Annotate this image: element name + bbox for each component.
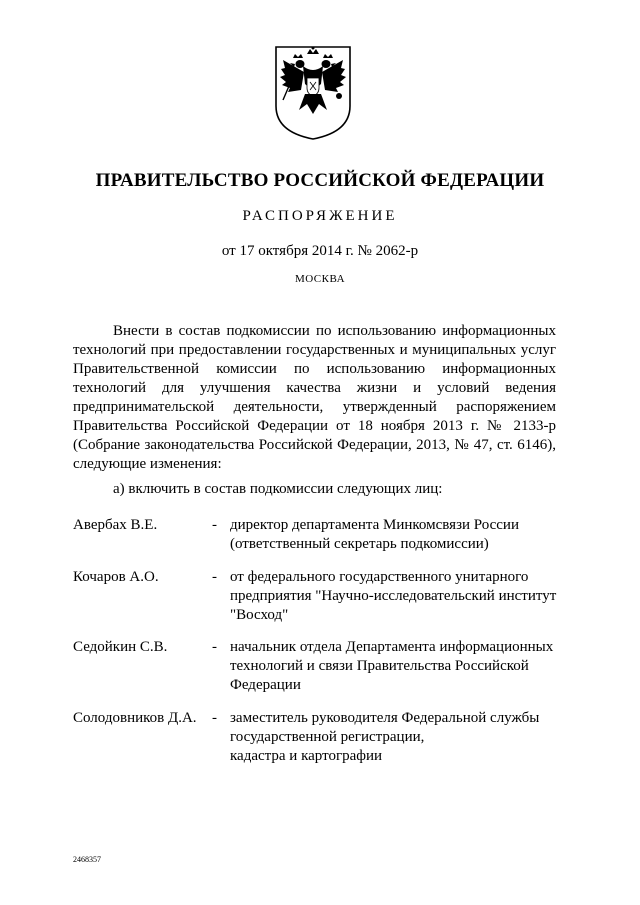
document-type: РАСПОРЯЖЕНИЕ xyxy=(242,208,398,224)
description-line: от федерального государственного унитарного xyxy=(230,569,529,585)
document-date-number: от 17 октября 2014 г. № 2062-р xyxy=(221,243,419,259)
person-name: Кочаров А.О. xyxy=(73,569,159,585)
person-dash: - xyxy=(212,710,217,726)
person-description xyxy=(230,638,560,695)
body-line: технологий для улучшения качества жизни и условий ведения xyxy=(73,380,556,396)
russian-coat-of-arms-icon xyxy=(273,44,353,141)
person-dash: - xyxy=(212,569,217,585)
person-description xyxy=(230,516,560,554)
government-title: ПРАВИТЕЛЬСТВО РОССИЙСКОЙ ФЕДЕРАЦИИ xyxy=(95,170,545,191)
document-code: 2468357 xyxy=(73,855,101,864)
person-dash: - xyxy=(212,517,217,533)
description-line: начальник отдела Департамента информационных xyxy=(230,639,554,655)
body-paragraph xyxy=(73,322,556,474)
body-line: следующие изменения: xyxy=(73,456,222,472)
description-line: заместитель руководителя Федеральной службы xyxy=(230,710,540,726)
description-line: (ответственный секретарь подкомиссии) xyxy=(230,536,489,552)
body-line: предпринимательской деятельности, утвержденный распоряжением xyxy=(73,399,556,415)
person-name: Солодовников Д.А. xyxy=(73,710,197,726)
person-description xyxy=(230,709,560,766)
description-line: кадастра и картографии xyxy=(230,748,383,764)
body-line: Правительства Российской Федерации от 18 ноября 2013 г. № 2133-р xyxy=(73,418,556,434)
document-city: МОСКВА xyxy=(294,273,346,285)
description-line: государственной регистрации, xyxy=(230,729,425,745)
description-line: директор департамента Минкомсвязи России xyxy=(230,517,519,533)
person-description xyxy=(230,568,560,625)
body-line: Правительственной комиссии по использованию информационных xyxy=(73,361,556,377)
person-dash: - xyxy=(212,639,217,655)
item-a-text: а) включить в состав подкомиссии следующих лиц: xyxy=(113,481,443,497)
body-line: Внести в состав подкомиссии по использованию информационных xyxy=(113,323,556,339)
body-line: технологий при предоставлении государственных и муниципальных услуг xyxy=(73,342,556,358)
person-name: Седойкин С.В. xyxy=(73,639,168,655)
person-name: Авербах В.Е. xyxy=(73,517,158,533)
description-line: предприятия "Научно-исследовательский институт xyxy=(230,588,557,604)
description-line: Федерации xyxy=(230,677,301,693)
description-line: технологий и связи Правительства Российской xyxy=(230,658,529,674)
description-line: "Восход" xyxy=(230,607,289,623)
body-line: (Собрание законодательства Российской Федерации, 2013, № 47, ст. 6146), xyxy=(73,437,556,453)
